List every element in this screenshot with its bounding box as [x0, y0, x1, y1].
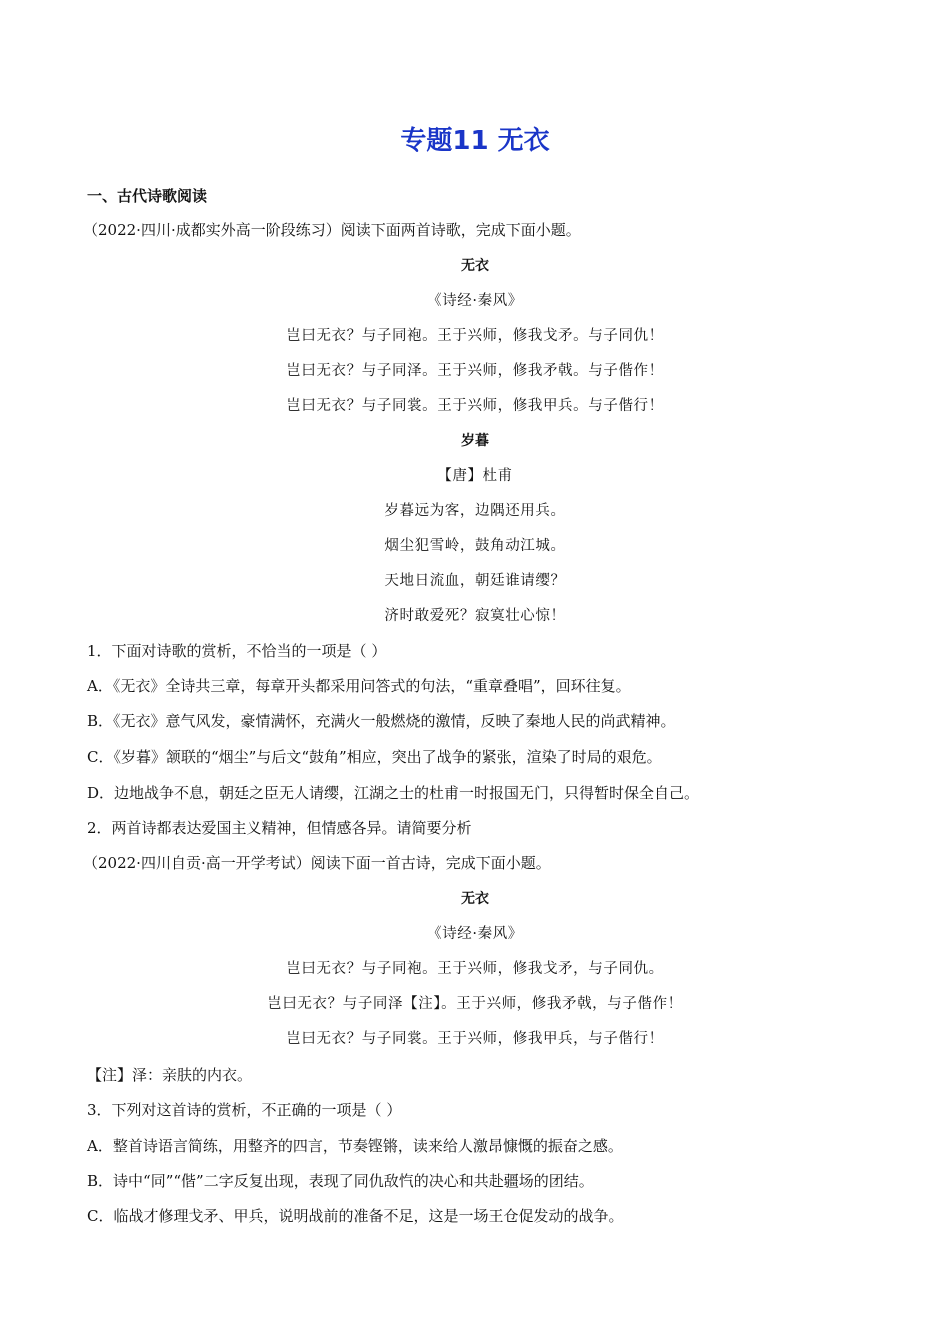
poem3-line: 岂曰无衣？与子同袍。王于兴师，修我戈矛，与子同仇。 — [286, 961, 664, 977]
answer-option: C．《岁暮》颔联的“烟尘”与后文“鼓角”相应，突出了战争的紧张，渲染了时局的艰危。 — [87, 748, 662, 766]
answer-option: A．《无衣》全诗共三章，每章开头都采用问答式的句法，“重章叠唱”，回环往复。 — [87, 677, 631, 695]
poem1-author: 《诗经·秦风》 — [427, 293, 523, 309]
poem2-line: 烟尘犯雪岭，鼓角动江城。 — [384, 538, 566, 554]
answer-option: B．《无衣》意气风发，豪情满怀，充满火一般燃烧的激情，反映了秦地人民的尚武精神。 — [87, 712, 676, 730]
question-stem: 2．两首诗都表达爱国主义精神，但情感各异。请简要分析 — [87, 819, 472, 837]
passage1-source: （2022·四川·成都实外高一阶段练习）阅读下面两首诗歌，完成下面小题。 — [83, 221, 581, 239]
poem3-author: 《诗经·秦风》 — [427, 926, 523, 942]
section-heading: 一、古代诗歌阅读 — [87, 187, 208, 205]
poem2-line: 岁暮远为客，边隅还用兵。 — [384, 503, 566, 519]
poem2-line: 天地日流血，朝廷谁请缨？ — [384, 573, 566, 589]
poem2-title: 岁暮 — [461, 433, 489, 449]
poem1-line: 岂曰无衣？与子同袍。王于兴师，修我戈矛。与子同仇！ — [286, 328, 664, 344]
poem1-line: 岂曰无衣？与子同裳。王于兴师，修我甲兵。与子偕行！ — [286, 398, 664, 414]
poem2-author: 【唐】杜甫 — [437, 468, 513, 484]
annotation-note: 【注】泽：亲肤的内衣。 — [87, 1066, 253, 1084]
answer-option: D．边地战争不息，朝廷之臣无人请缨，江湖之士的杜甫一时报国无门，只得暂时保全自己。 — [87, 784, 700, 802]
question-stem: 1．下面对诗歌的赏析，不恰当的一项是（ ） — [87, 642, 387, 660]
question-stem: 3．下列对这首诗的赏析，不正确的一项是（ ） — [87, 1101, 402, 1119]
poem2-line: 济时敢爱死？寂寞壮心惊！ — [384, 608, 566, 624]
passage2-source: （2022·四川自贡·高一开学考试）阅读下面一首古诗，完成下面小题。 — [83, 854, 551, 872]
document-title: 专题11 无衣 — [400, 126, 550, 156]
poem1-title: 无衣 — [461, 258, 489, 274]
poem3-line: 岂曰无衣？与子同泽【注】。王于兴师，修我矛戟，与子偕作！ — [267, 996, 683, 1012]
answer-option: B．诗中“同”“偕”二字反复出现，表现了同仇敌忾的决心和共赴疆场的团结。 — [87, 1172, 594, 1190]
poem1-line: 岂曰无衣？与子同泽。王于兴师，修我矛戟。与子偕作！ — [286, 363, 664, 379]
answer-option: C．临战才修理戈矛、甲兵，说明战前的准备不足，这是一场王仓促发动的战争。 — [87, 1207, 624, 1225]
poem3-title: 无衣 — [461, 891, 489, 907]
poem3-line: 岂曰无衣？与子同裳。王于兴师，修我甲兵，与子偕行！ — [286, 1031, 664, 1047]
answer-option: A．整首诗语言简练，用整齐的四言，节奏铿锵，读来给人激昂慷慨的振奋之感。 — [87, 1137, 623, 1155]
